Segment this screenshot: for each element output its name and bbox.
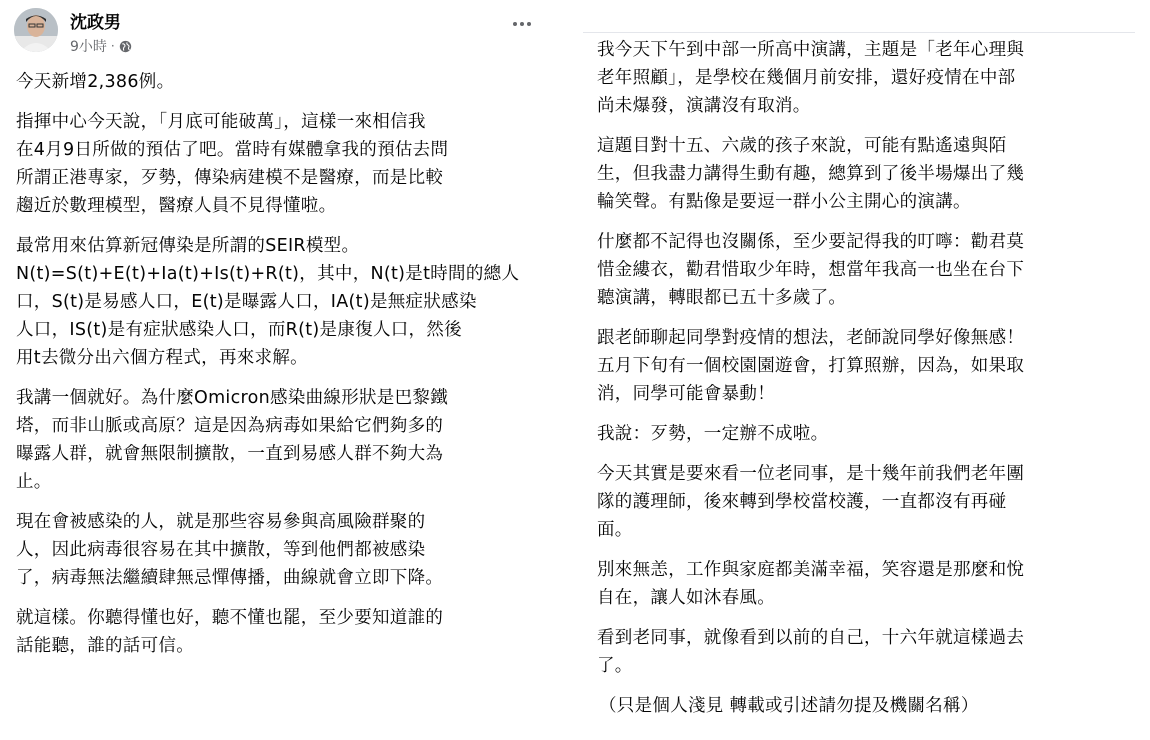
paragraph: 最常用來估算新冠傳染是所謂的SEIR模型。 N(t)=S(t)+E(t)+Ia(t)+Is(t)+R(t)，其中，N(t)是t時間的總人 口，S(t)是易感人口，E(t)是曝露人口，IA(t)是無症狀感染 人口，IS(t)是有症狀感染人口，而R(t)是康復人口，然後 用t去微分出六個方程式，再來求解。 [16,236,520,368]
author-name[interactable]: 沈政男 [70,13,121,33]
paragraph: 看到老同事，就像看到以前的自己，十六年就這樣過去 了。 [597,628,1025,676]
right-post-body [597,36,1117,720]
paragraph: 指揮中心今天說，「月底可能破萬」，這樣一來相信我 在4月9日所做的預估了吧。當時有媒體拿我的預估去問 所謂正港專家，歹勢，傳染病建模不是醫療，而是比較 趨近於數理模型，醫療人員不見得懂啦。 [16,112,449,216]
post-header [14,6,544,54]
post-meta [70,36,132,56]
paragraph: 今天新增2,386例。 [16,72,175,92]
meta-separator: · [110,39,115,53]
avatar[interactable] [14,8,58,52]
more-options-icon[interactable] [508,12,536,36]
paragraph: 我說：歹勢，一定辦不成啦。 [597,424,829,444]
globe-icon[interactable] [119,40,132,53]
disclaimer-note: （只是個人淺見 轉載或引述請勿提及機關名稱） [599,696,979,716]
paragraph: 今天其實是要來看一位老同事，是十幾年前我們老年團 隊的護理師，後來轉到學校當校護，一直都沒有再碰 面。 [597,464,1025,540]
paragraph: 我今天下午到中部一所高中演講，主題是「老年心理與 老年照顧」，是學校在幾個月前安排，還好疫情在中部 尚未爆發，演講沒有取消。 [597,40,1025,116]
paragraph: 別來無恙，工作與家庭都美滿幸福，笑容還是那麼和悅 自在，讓人如沐春風。 [597,560,1025,608]
paragraph: 就這樣。你聽得懂也好，聽不懂也罷，至少要知道誰的 話能聽，誰的話可信。 [16,608,444,656]
paragraph: 我講一個就好。為什麼Omicron感染曲線形狀是巴黎鐵 塔，而非山脈或高原？這是因為病毒如果給它們夠多的 曝露人群，就會無限制擴散，一直到易感人群不夠大為 止。 [16,388,449,492]
post-time[interactable]: 9小時 [70,39,107,55]
left-post-body [16,68,546,672]
paragraph: 現在會被感染的人，就是那些容易參與高風險群聚的 人，因此病毒很容易在其中擴散，等到他們都被感染 了，病毒無法繼續肆無忌憚傳播，曲線就會立即下降。 [16,512,444,588]
paragraph: 這題目對十五、六歲的孩子來說，可能有點遙遠與陌 生，但我盡力講得生動有趣，總算到了後半場爆出了幾 輪笑聲。有點像是要逗一群小公主開心的演講。 [597,136,1025,212]
left-post [0,0,560,740]
paragraph: 跟老師聊起同學對疫情的想法，老師說同學好像無感！ 五月下旬有一個校園園遊會，打算照辦，因為，如果取 消，同學可能會暴動！ [597,328,1025,404]
paragraph: 什麼都不記得也沒關係，至少要記得我的叮嚀：勸君莫 惜金縷衣，勸君惜取少年時，想當年我高一也坐在台下 聽演講，轉眼都已五十多歲了。 [597,232,1025,308]
